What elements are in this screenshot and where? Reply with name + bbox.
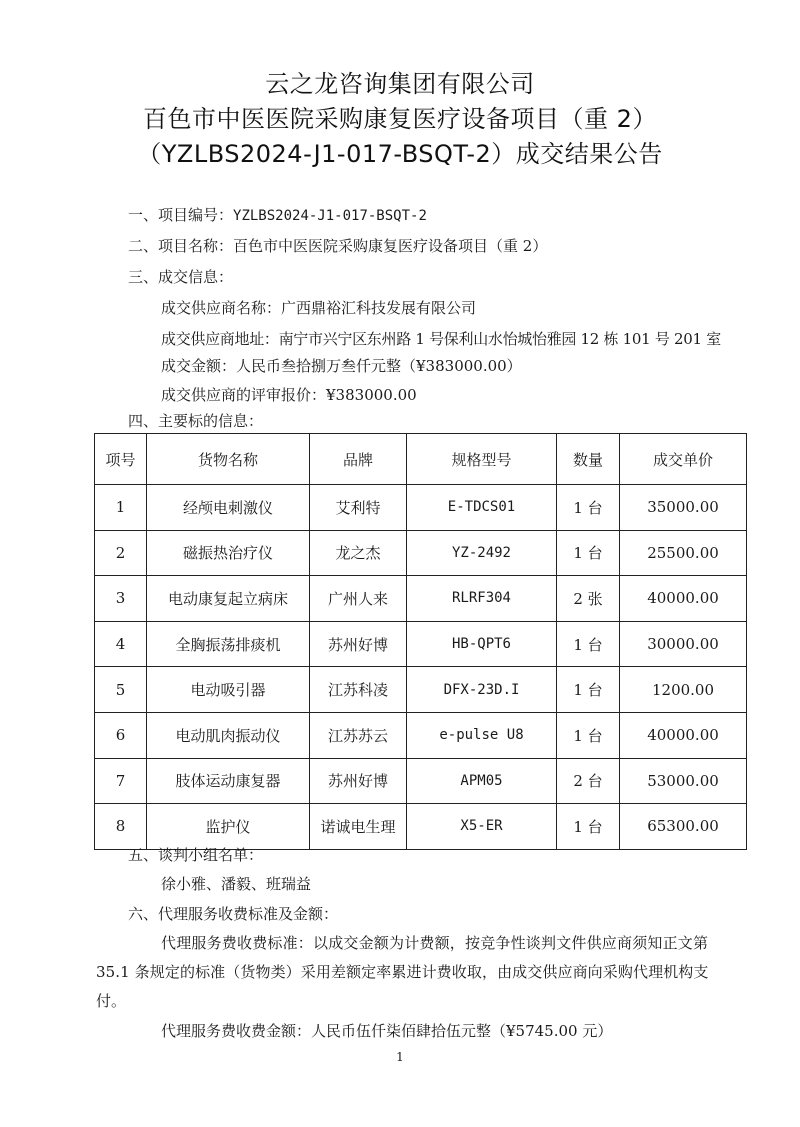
cell-index: 3	[95, 576, 147, 622]
announcement-title: （YZLBS2024-J1-017-BSQT-2）成交结果公告	[137, 140, 663, 168]
cell-qty: 1 台	[557, 621, 620, 667]
table-row	[95, 530, 747, 576]
cell-index: 6	[95, 712, 147, 758]
project-number-value: YZLBS2024-J1-017-BSQT-2	[233, 208, 427, 224]
col-header-qty: 数量	[557, 434, 620, 485]
cell-brand: 艾利特	[310, 485, 407, 531]
cell-index: 7	[95, 758, 147, 804]
deal-amount-value: 人民币叁拾捌万叁仟元整（¥383000.00）	[236, 357, 522, 375]
cell-goods: 经颅电刺激仪	[147, 485, 310, 531]
project-name-value: 百色市中医医院采购康复医疗设备项目（重 2）	[233, 237, 548, 255]
cell-brand: 苏州好博	[310, 621, 407, 667]
supplier-name-line	[161, 298, 476, 318]
cell-brand: 广州人来	[310, 576, 407, 622]
cell-model: HB-QPT6	[407, 621, 557, 667]
table-row	[95, 712, 747, 758]
col-header-brand: 品牌	[310, 434, 407, 485]
cell-brand: 江苏苏云	[310, 712, 407, 758]
cell-index: 5	[95, 667, 147, 713]
review-quote-line	[161, 385, 417, 405]
agency-fee-standard-line2: 35.1 条规定的标准（货物类）采用差额定率累进计费收取，由成交供应商向采购代理机构支	[96, 963, 709, 981]
project-number-label: 一、项目编号：	[128, 206, 234, 224]
table-header-row	[95, 434, 747, 485]
supplier-name-label: 成交供应商名称：	[161, 299, 282, 317]
cell-brand: 江苏科凌	[310, 667, 407, 713]
cell-goods: 监护仪	[147, 804, 310, 850]
project-number-line	[128, 205, 427, 226]
cell-goods: 肢体运动康复器	[147, 758, 310, 804]
col-header-goods: 货物名称	[147, 434, 310, 485]
cell-goods: 全胸振荡排痰机	[147, 621, 310, 667]
cell-brand: 龙之杰	[310, 530, 407, 576]
cell-model: DFX-23D.I	[407, 667, 557, 713]
project-name-line	[128, 236, 547, 256]
project-title: 百色市中医医院采购康复医疗设备项目（重 2）	[143, 105, 657, 133]
cell-model: YZ-2492	[407, 530, 557, 576]
cell-qty: 1 台	[557, 530, 620, 576]
agency-fee-standard-line3: 付。	[96, 992, 127, 1010]
cell-model: APM05	[407, 758, 557, 804]
table-row	[95, 804, 747, 850]
project-name-label: 二、项目名称：	[128, 237, 234, 255]
cell-qty: 1 台	[557, 667, 620, 713]
cell-qty: 2 台	[557, 758, 620, 804]
supplier-address-value: 南宁市兴宁区东州路 1 号保利山水怡城怡雅园 12 栋 101 号 201 室	[278, 330, 721, 348]
table-row	[95, 485, 747, 531]
negotiation-team-members: 徐小雅、潘毅、班瑞益	[161, 875, 312, 893]
col-header-index: 项号	[95, 434, 147, 485]
review-quote-value: ¥383000.00	[326, 386, 417, 404]
table-row	[95, 758, 747, 804]
company-title: 云之龙咨询集团有限公司	[265, 70, 535, 98]
negotiation-team-heading: 五、谈判小组名单：	[128, 846, 264, 864]
col-header-price: 成交单价	[620, 434, 747, 485]
cell-goods: 磁振热治疗仪	[147, 530, 310, 576]
review-quote-label: 成交供应商的评审报价：	[161, 386, 327, 404]
agency-fee-heading: 六、代理服务收费标准及金额：	[128, 905, 339, 923]
cell-price: 30000.00	[620, 621, 747, 667]
cell-model: e-pulse U8	[407, 712, 557, 758]
cell-price: 25500.00	[620, 530, 747, 576]
cell-goods: 电动吸引器	[147, 667, 310, 713]
deal-amount-label: 成交金额：	[161, 357, 237, 375]
cell-brand: 诺诚电生理	[310, 804, 407, 850]
cell-price: 35000.00	[620, 485, 747, 531]
table-row	[95, 667, 747, 713]
agency-fee-standard-line1: 代理服务费收费标准：以成交金额为计费额，按竞争性谈判文件供应商须知正文第	[161, 934, 709, 952]
deal-amount-line	[161, 356, 522, 376]
cell-qty: 1 台	[557, 712, 620, 758]
cell-model: RLRF304	[407, 576, 557, 622]
cell-qty: 1 台	[557, 804, 620, 850]
deal-info-heading: 三、成交信息：	[128, 268, 234, 286]
cell-index: 4	[95, 621, 147, 667]
main-items-heading: 四、主要标的信息：	[128, 412, 264, 430]
col-header-model: 规格型号	[407, 434, 557, 485]
cell-index: 8	[95, 804, 147, 850]
cell-price: 65300.00	[620, 804, 747, 850]
supplier-name-value: 广西鼎裕汇科技发展有限公司	[281, 299, 477, 317]
table-row	[95, 621, 747, 667]
table-row	[95, 576, 747, 622]
page-number: 1	[396, 1050, 404, 1064]
items-table	[94, 433, 747, 850]
agency-fee-amount: 代理服务费收费金额：人民币伍仟柒佰肆拾伍元整（¥5745.00 元）	[161, 1022, 613, 1040]
cell-price: 53000.00	[620, 758, 747, 804]
cell-model: E-TDCS01	[407, 485, 557, 531]
cell-goods: 电动康复起立病床	[147, 576, 310, 622]
cell-index: 2	[95, 530, 147, 576]
cell-qty: 1 台	[557, 485, 620, 531]
cell-price: 40000.00	[620, 576, 747, 622]
cell-brand: 苏州好博	[310, 758, 407, 804]
cell-goods: 电动肌肉振动仪	[147, 712, 310, 758]
cell-price: 1200.00	[620, 667, 747, 713]
supplier-address-label: 成交供应商地址：	[161, 330, 279, 348]
cell-index: 1	[95, 485, 147, 531]
cell-qty: 2 张	[557, 576, 620, 622]
supplier-address-line	[161, 329, 721, 349]
cell-price: 40000.00	[620, 712, 747, 758]
cell-model: X5-ER	[407, 804, 557, 850]
